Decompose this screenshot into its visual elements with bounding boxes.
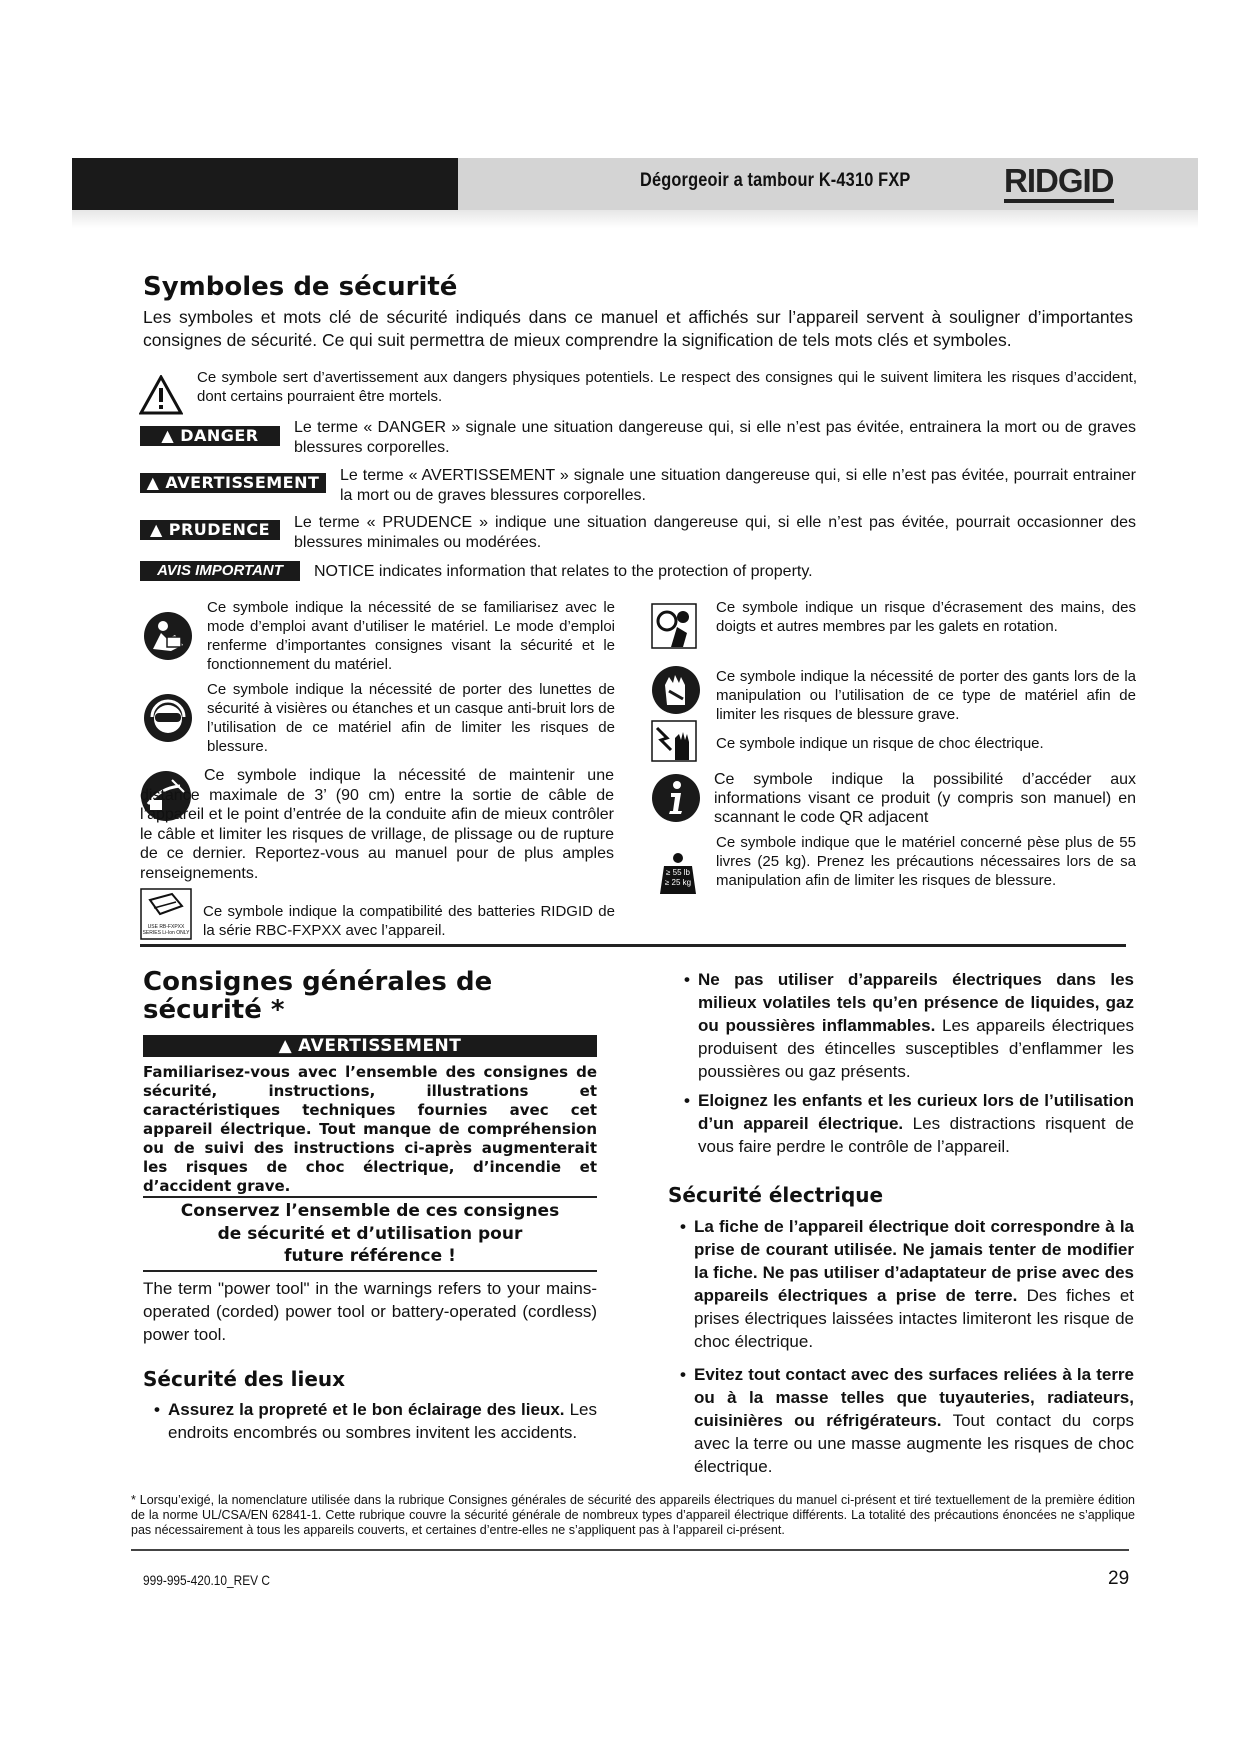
safety-alert-icon — [139, 375, 183, 415]
weight-icon-line2: ≥ 25 kg — [664, 878, 692, 887]
work-area-b2-bold: Ne pas utiliser d’appareils électriques dans les milieux volatiles tels qu’en présence de liquides, gaz ou poussières inflammables. — [698, 970, 1134, 1035]
keep-line3: future référence ! — [284, 1246, 456, 1266]
alert-symbol-text: Ce symbole sert d’avertissement aux dangers physiques potentiels. Le respect des consignes qui le suivent limitera les risques d’accident, dont certains pourraient être mortels. — [197, 369, 1137, 405]
header-black-band — [72, 158, 458, 210]
footer-rule — [131, 1549, 1129, 1551]
symbols-title: Symboles de sécurité — [143, 272, 458, 302]
general-warning-signal-word — [143, 1035, 597, 1057]
manual-symbol-text: Ce symbole indique la nécessité de se familiarisez avec le mode d’emploi avant d’utiliser le matériel. Le mode d’emploi renferme d’importantes consignes visant la sécurité et le fonctionnement du matériel. — [207, 599, 615, 673]
brand-logo: RIDGID — [1004, 164, 1114, 203]
weight-icon-line1: ≥ 55 lb — [666, 868, 690, 877]
header-shadow — [72, 210, 1198, 228]
info-symbol-text: Ce symbole indique la possibilité d’accéder aux informations visant ce produit (y compris son manuel) en scannant le code QR adjacent — [714, 771, 1136, 826]
danger-label: DANGER — [180, 426, 259, 445]
electrical-b2-bold: Evitez tout contact avec des surfaces reliées à la terre ou à la masse telles que tuyauteries, radiateurs, cuisinières ou réfrigérateurs. — [694, 1365, 1134, 1430]
general-title-line2: sécurité * — [143, 995, 285, 1025]
header-title: Dégorgeoir a tambour K-4310 FXP — [640, 170, 911, 191]
caution-text: Le terme « PRUDENCE » indique une situation dangereuse qui, si elle n’est pas évitée, pourrait occasionner des blessures minimales ou modérées. — [294, 514, 1136, 551]
danger-text: Le terme « DANGER » signale une situation dangereuse qui, si elle n’est pas évitée, entrainera la mort ou de graves blessures corporelles. — [294, 419, 1136, 456]
keep-top-rule — [143, 1196, 597, 1198]
power-tool-text: The term "power tool" in the warnings refers to your mains-operated (corded) power tool or battery-operated (cordless) power tool. — [143, 1279, 597, 1344]
section-divider — [140, 944, 1126, 947]
general-warning-label: AVERTISSEMENT — [298, 1036, 462, 1056]
keep-line2: de sécurité et d’utilisation pour — [217, 1223, 523, 1244]
weight-icon-caption — [660, 868, 696, 888]
footnote: * Lorsqu’exigé, la nomenclature utilisée dans la rubrique Consignes générales de sécurité des appareils électriques du manuel ci-présent et tiré textuellement de la première édition de la norme UL/CSA/EN 62841-1. Cette rubrique couvre la sécurité générale de nombreux types d’appareil électrique différents. La totalité des précautions énoncées ne s’applique pas nécessairement à tous les appareils couverts, et certaines d’entre-elles ne s’appliquent pas à l’appareil ci-présent. — [131, 1493, 1135, 1537]
work-area-b3-bold: Eloignez les enfants et les curieux lors de l’utilisation d’un appareil électrique. — [698, 1091, 1134, 1133]
goggles-symbol-text: Ce symbole indique la nécessité de porter des lunettes de sécurité à visières ou étanches et un casque anti-bruit lors de l’utilisation de ce matériel afin de limiter les risques de blessure. — [207, 681, 615, 755]
keep-bottom-rule — [143, 1270, 597, 1272]
battery-icon-line1: USE RB-FXPXX — [147, 924, 185, 930]
work-area-b1-bold: Assurez la propreté et le bon éclairage des lieux. — [168, 1400, 565, 1419]
electrical-b1-bold: La fiche de l’appareil électrique doit correspondre à la prise de courant utilisée. Ne jamais tenter de modifier la fiche. Ne pas utiliser d’adaptateur de prise avec des appareils électriques a prise de terre. — [694, 1217, 1134, 1305]
general-title-line1: Consignes générales de — [143, 967, 493, 997]
battery-icon-line2: SERIES Li-Ion ONLY — [142, 930, 190, 936]
work-area-bullet-1: • Assurez la propreté et le bon éclairage des lieux. Les endroits encombrés ou sombres invitent les accidents. — [154, 1400, 597, 1442]
notice-text: NOTICE indicates information that relates to the protection of property. — [314, 563, 813, 580]
electric-shock-icon — [651, 720, 697, 762]
distance-symbol-text: Ce symbole indique la nécessité de maintenir une distance maximale de 3’ (90 cm) entre la sortie de câble de l’appareil et le point d’entrée de la conduite afin de mieux contrôler le câble et limiter les risques de vrillage, de plissage ou de rupture de ce dernier. Reportez-vous au manuel pour de plus amples renseignements. — [140, 767, 614, 882]
weight-symbol-text: Ce symbole indique que le matériel concerné pèse plus de 55 livres (25 kg). Prenez les précautions nécessaires lors de sa manipulation afin de limiter les risques de blessure. — [716, 834, 1136, 889]
general-safety-title — [143, 968, 492, 1024]
work-area-b1-text: Les endroits encombrés ou sombres invitent les accidents. — [168, 1400, 597, 1442]
electrical-b1-text: Des fiches et prises électriques laissées intactes limiteront les risque de choc électrique. — [694, 1286, 1135, 1351]
caution-signal-word — [140, 520, 280, 540]
caution-label: PRUDENCE — [168, 520, 271, 539]
keep-instructions — [143, 1200, 597, 1268]
work-area-title: Sécurité des lieux — [143, 1367, 346, 1391]
gloves-symbol-text: Ce symbole indique la nécessité de porter des gants lors de la manipulation ou l’utilisation de ce type de matériel afin de limiter les risques de blessure grave. — [716, 668, 1136, 723]
read-manual-icon — [143, 611, 193, 661]
electrical-safety-title: Sécurité électrique — [668, 1183, 884, 1207]
work-area-bullet-2: • Ne pas utiliser d’appareils électriques dans les milieux volatiles tels qu’en présence de liquides, gaz ou poussières inflammables. Les appareils électriques produisent des étincelles susceptibles d’enflammer les poussières ou gaz présents. — [684, 970, 1134, 1081]
page-number: 29 — [1108, 1568, 1130, 1589]
electrical-b2-text: Tout contact du corps avec la terre ou une masse augmente les risques de choc électrique. — [694, 1411, 1134, 1476]
warning-triangle-icon: ▲ — [149, 520, 163, 539]
document-number: 999-995-420.10_REV C — [143, 1572, 271, 1588]
warning-triangle-icon: ▲ — [278, 1036, 293, 1056]
battery-symbol-text: Ce symbole indique la compatibilité des batteries RIDGID de la série RBC-FXPXX avec l’appareil. — [203, 903, 615, 939]
battery-icon-caption — [141, 924, 191, 936]
warning-triangle-icon: ▲ — [146, 473, 160, 492]
notice-signal-word: AVIS IMPORTANT — [140, 561, 300, 581]
work-area-b3-text: Les distractions risquent de vous faire perdre le contrôle de l’appareil. — [698, 1114, 1134, 1156]
crush-symbol-text: Ce symbole indique un risque d’écrasement des mains, des doigts et autres membres par les galets en rotation. — [716, 599, 1136, 635]
information-icon — [651, 773, 701, 823]
warning-triangle-icon: ▲ — [161, 426, 175, 445]
keep-line1: Conservez l’ensemble de ces consignes — [180, 1201, 560, 1221]
electrical-bullet-1: • La fiche de l’appareil électrique doit correspondre à la prise de courant utilisée. Ne jamais tenter de modifier la fiche. Ne pas utiliser d’adaptateur de prise avec des appareils électriques a prise de terre. Des fiches et prises électriques laissées intactes limiteront les risque de choc électrique. — [680, 1217, 1135, 1351]
goggles-earmuffs-icon — [143, 693, 193, 743]
warning-label: AVERTISSEMENT — [165, 473, 320, 492]
danger-signal-word — [140, 426, 280, 446]
shock-symbol-text: Ce symbole indique un risque de choc électrique. — [716, 735, 1044, 752]
general-warning-text: Familiarisez-vous avec l’ensemble des consignes de sécurité, instructions, illustrations et caractéristiques techniques fournies avec cet appareil électrique. Tout manque de compréhension ou de suivi des instructions ci-après augmenterait les risques de choc électrique, d’incendie et d’accident grave. — [143, 1063, 597, 1195]
electrical-bullet-2: • Evitez tout contact avec des surfaces reliées à la terre ou à la masse telles que tuyauteries, radiateurs, cuisinières ou réfrigérateurs. Tout contact du corps avec la terre ou une masse augmente les risques de choc électrique. — [680, 1365, 1134, 1476]
symbols-intro: Les symboles et mots clé de sécurité indiqués dans ce manuel et affichés sur l’appareil servent à souligner d’importantes consignes de sécurité. Ce qui suit permettra de mieux comprendre la signification de tels mots clés et symboles. — [143, 307, 1133, 350]
work-area-bullet-3: • Eloignez les enfants et les curieux lors de l’utilisation d’un appareil électrique. Les distractions risquent de vous faire perdre le contrôle de l’appareil. — [684, 1091, 1134, 1156]
crush-hazard-icon — [651, 603, 697, 649]
gloves-icon — [651, 665, 701, 715]
warning-signal-word — [140, 473, 326, 493]
warning-text: Le terme « AVERTISSEMENT » signale une situation dangereuse qui, si elle n’est pas évitée, pourrait entrainer la mort ou de graves blessures corporelles. — [340, 467, 1136, 504]
work-area-b2-text: Les appareils électriques produisent des étincelles susceptibles d’enflammer les poussières ou gaz présents. — [698, 1016, 1134, 1081]
